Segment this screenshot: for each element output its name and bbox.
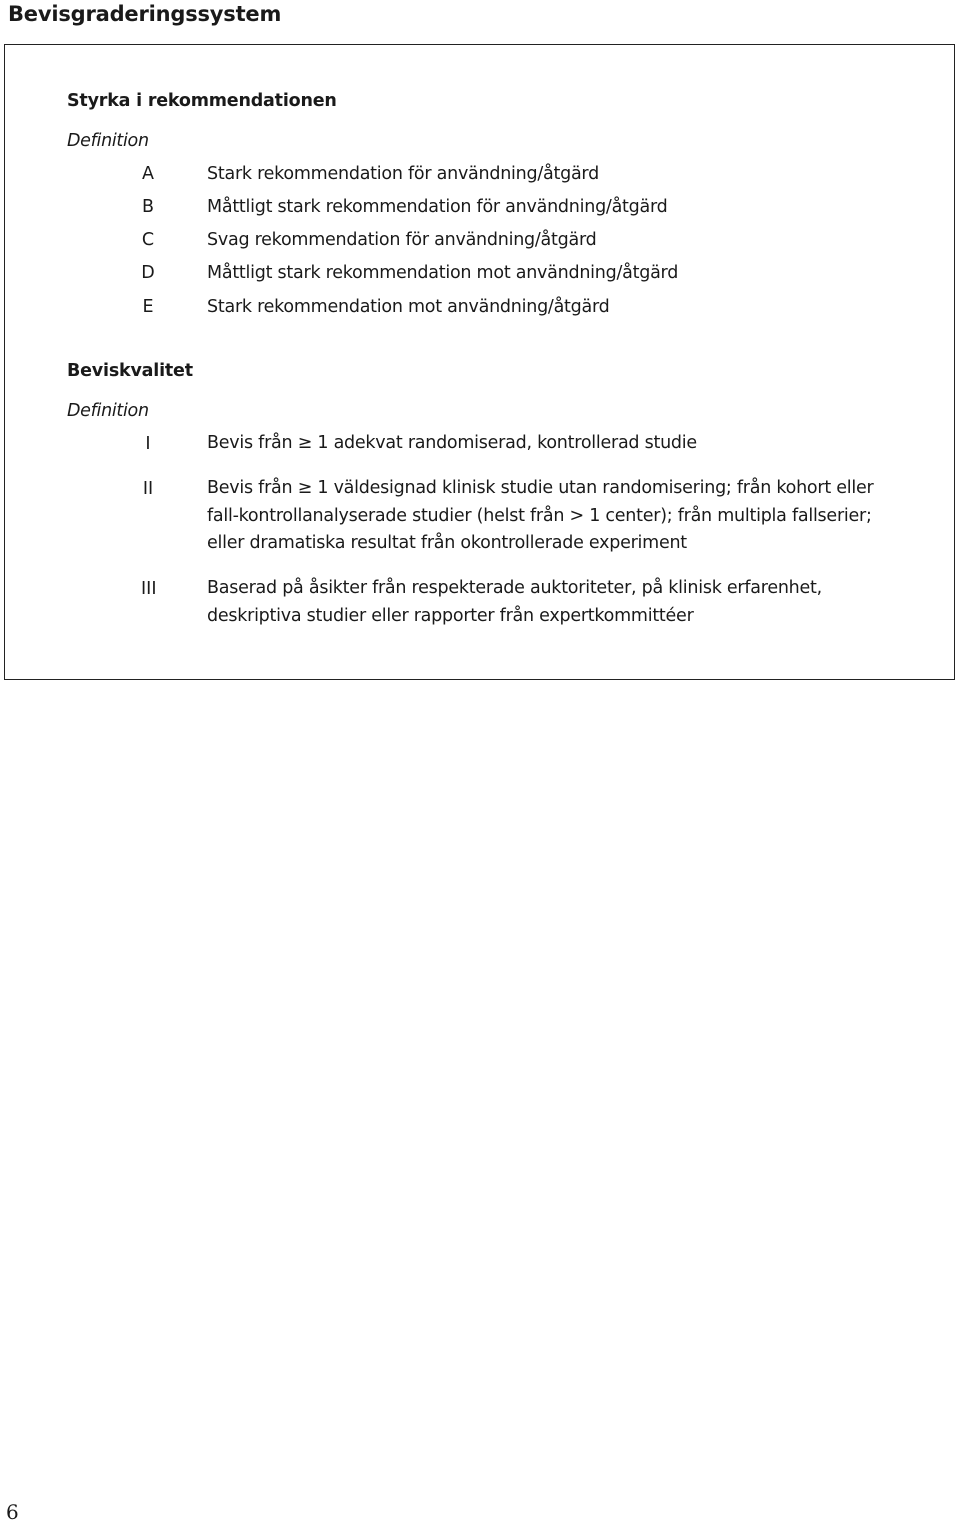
grading-box <box>4 44 955 680</box>
quality-code: II <box>142 479 154 499</box>
strength-description: Svag rekommendation för användning/åtgärd <box>207 230 597 250</box>
strength-definition-label: Definition <box>67 131 149 151</box>
strength-code: B <box>141 197 154 217</box>
strength-code: D <box>141 263 155 283</box>
page-number: 6 <box>6 1500 19 1524</box>
page-title: Bevisgraderingssystem <box>8 2 282 26</box>
quality-definition-label: Definition <box>67 401 149 421</box>
quality-code: I <box>145 434 151 454</box>
quality-description: Bevis från ≥ 1 adekvat randomiserad, kontrollerad studie <box>207 433 697 453</box>
strength-description: Måttligt stark rekommendation mot användning/åtgärd <box>207 263 679 283</box>
strength-description: Stark rekommendation mot användning/åtgärd <box>207 297 610 317</box>
strength-section-title: Styrka i rekommendationen <box>67 91 337 111</box>
strength-code: E <box>142 297 154 317</box>
strength-description: Stark rekommendation för användning/åtgärd <box>207 164 599 184</box>
strength-code: A <box>142 164 154 184</box>
quality-section-title: Beviskvalitet <box>67 361 193 381</box>
quality-description: Baserad på åsikter från respekterade auktoriteter, på klinisk erfarenhet, deskriptiva studier eller rapporter från expertkommittéer <box>207 578 822 626</box>
strength-code: C <box>141 230 155 250</box>
quality-description: Bevis från ≥ 1 väldesignad klinisk studie utan randomisering; från kohort eller fall-kontrollanalyserade studier (helst från > 1 center); från multipla fallserier; eller dramatiska resultat från okontrollerade experiment <box>207 478 874 553</box>
quality-code: III <box>141 579 157 599</box>
strength-description: Måttligt stark rekommendation för användning/åtgärd <box>207 197 668 217</box>
